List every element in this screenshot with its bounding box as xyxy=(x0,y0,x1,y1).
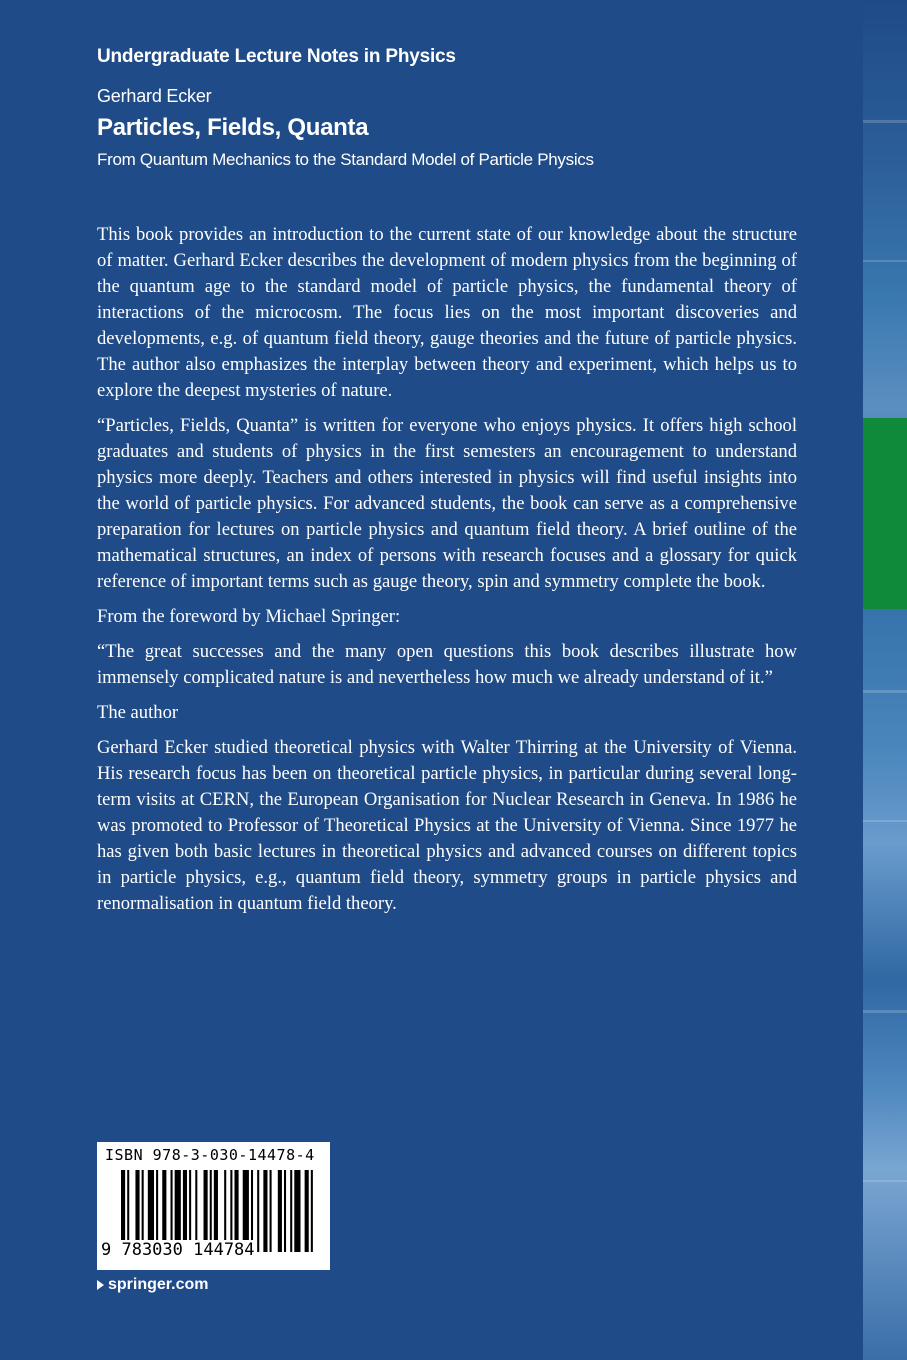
book-title: Particles, Fields, Quanta xyxy=(97,114,369,141)
author-heading: The author xyxy=(97,702,179,723)
cover-art-edge xyxy=(863,0,907,1360)
blurb-paragraph-2: “Particles, Fields, Quanta” is written for everyone who enjoys physics. It offers high school graduates and students of physics in the first semesters an encouragement to understand physics more deeply. Teachers and others interested in physics will find useful insights into the world of particle physics. For advanced students, the book can serve as a comprehensive preparation for lectures on particle physics and quantum field theory. A brief outline of the mathematical structures, an index of persons with research focuses and a glossary for quick reference of important terms such as gauge theory, spin and symmetry complete the book. xyxy=(97,415,797,592)
isbn-barcode xyxy=(97,1142,330,1270)
foreword-intro: From the foreword by Michael Springer: xyxy=(97,606,401,627)
foreword-quote: “The great successes and the many open questions this book describes illustrate how immensely complicated nature is and nevertheless how much we already understand of it.” xyxy=(97,641,797,688)
series-name: Undergraduate Lecture Notes in Physics xyxy=(97,46,456,67)
author-name: Gerhard Ecker xyxy=(97,86,212,106)
author-bio: Gerhard Ecker studied theoretical physics with Walter Thirring at the University of Vienna. His research focus has been on theoretical particle physics, in particular during several long-term visits at CERN, the European Organisation for Nuclear Research in Geneva. In 1986 he was promoted to Professor of Theoretical Physics at the University of Vienna. Since 1977 he has given both basic lectures in theoretical physics and advanced courses on different topics in particle physics, e.g., quantum field theory, symmetry groups in particle physics and renormalisation in quantum field theory. xyxy=(97,737,797,914)
blurb xyxy=(97,222,797,926)
arrow-right-icon xyxy=(97,1280,104,1290)
blurb-paragraph-1: This book provides an introduction to the current state of our knowledge about the structure of matter. Gerhard Ecker describes the development of modern physics from the beginning of the quantum age to the standard model of particle physics, the fundamental theory of interactions of the microcosm. The focus lies on the most important discoveries and developments, e.g. of quantum field theory, gauge theories and the future of particle physics. The author also emphasizes the interplay between theory and experiment, which helps us to explore the deepest mysteries of nature. xyxy=(97,224,797,401)
barcode-digits: 9 783030 144784 xyxy=(101,1240,255,1260)
publisher-url: springer.com xyxy=(108,1276,209,1293)
book-subtitle: From Quantum Mechanics to the Standard Model of Particle Physics xyxy=(97,150,594,169)
isbn-label: ISBN 978-3-030-14478-4 xyxy=(105,1146,315,1164)
series-color-tab xyxy=(863,418,907,609)
publisher-link[interactable] xyxy=(97,1276,208,1294)
